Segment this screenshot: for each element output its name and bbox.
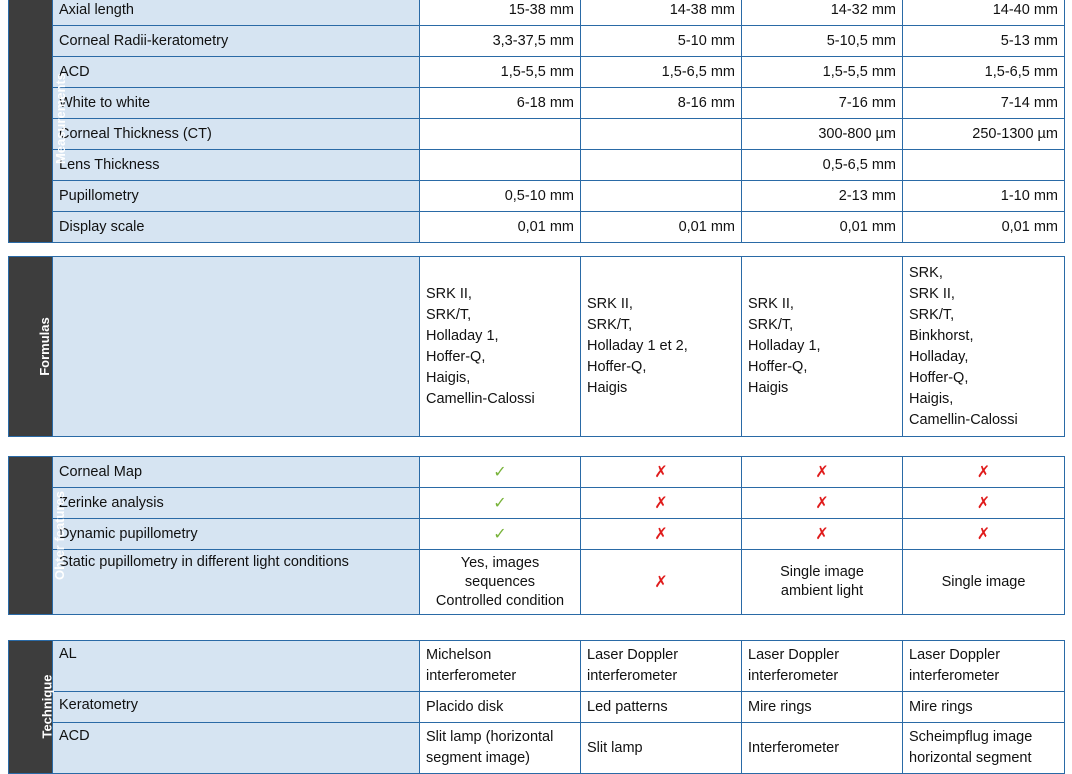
feature-availability: [581, 550, 742, 615]
measurement-value: [420, 150, 581, 181]
row-label: Corneal Thickness (CT): [53, 119, 420, 150]
measurement-value: 1,5-6,5 mm: [581, 57, 742, 88]
measurement-row: [9, 212, 1065, 243]
cross-icon: ✗: [976, 495, 991, 512]
measurement-value: 0,01 mm: [581, 212, 742, 243]
measurements-table: [8, 0, 1065, 243]
row-label: Keratometry: [53, 692, 420, 723]
row-label: White to white: [53, 88, 420, 119]
formula-list-4: SRK, SRK II, SRK/T, Binkhorst, Holladay, Hoffer-Q, Haigis, Camellin-Calossi: [903, 257, 1065, 437]
measurement-value: 0,01 mm: [903, 212, 1065, 243]
feature-description: Yes, images sequences Controlled condition: [420, 550, 581, 615]
measurement-value: 0,5-6,5 mm: [742, 150, 903, 181]
technique-value: Slit lamp (horizontal segment image): [420, 723, 581, 774]
formulas-row: [9, 257, 1065, 437]
measurement-value: 5-13 mm: [903, 26, 1065, 57]
measurement-value: [903, 150, 1065, 181]
measurement-row: [9, 0, 1065, 26]
row-label: Lens Thickness: [53, 150, 420, 181]
technique-value: Led patterns: [581, 692, 742, 723]
feature-availability: [742, 519, 903, 550]
feature-row: [9, 550, 1065, 615]
measurement-value: 1-10 mm: [903, 181, 1065, 212]
measurement-row: [9, 26, 1065, 57]
feature-availability: [742, 457, 903, 488]
technique-value: Scheimpflug image horizontal segment: [903, 723, 1065, 774]
measurement-value: 1,5-5,5 mm: [420, 57, 581, 88]
measurement-value: 250-1300 µm: [903, 119, 1065, 150]
feature-availability: [742, 488, 903, 519]
technique-value: Mire rings: [742, 692, 903, 723]
row-label: AL: [53, 641, 420, 692]
row-label: Axial length: [53, 0, 420, 26]
measurement-row: [9, 119, 1065, 150]
measurement-value: 14-40 mm: [903, 0, 1065, 26]
feature-availability: [903, 457, 1065, 488]
measurement-value: 14-32 mm: [742, 0, 903, 26]
technique-value: Laser Doppler interferometer: [581, 641, 742, 692]
formulas-label-cell: [53, 257, 420, 437]
feature-row: [9, 488, 1065, 519]
feature-availability: [903, 519, 1065, 550]
row-label: Display scale: [53, 212, 420, 243]
technique-value: Michelson interferometer: [420, 641, 581, 692]
feature-row: [9, 457, 1065, 488]
checkmark-icon: ✓: [493, 495, 507, 512]
row-label: Static pupillometry in different light conditions: [53, 550, 420, 615]
row-label: ACD: [53, 57, 420, 88]
cross-icon: ✗: [815, 464, 829, 481]
row-label: Pupillometry: [53, 181, 420, 212]
row-label: Zerinke analysis: [53, 488, 420, 519]
feature-availability: [420, 519, 581, 550]
feature-availability: [420, 457, 581, 488]
section-label-other-features: Ohter features: [9, 457, 53, 615]
measurement-value: [420, 119, 581, 150]
measurement-value: 1,5-6,5 mm: [903, 57, 1065, 88]
technique-value: Slit lamp: [581, 723, 742, 774]
measurement-value: 6-18 mm: [420, 88, 581, 119]
feature-availability: [581, 519, 742, 550]
formula-list-3: SRK II, SRK/T, Holladay 1, Hoffer-Q, Haigis: [742, 257, 903, 437]
measurement-value: 300-800 µm: [742, 119, 903, 150]
measurement-row: [9, 150, 1065, 181]
technique-row: [9, 641, 1065, 692]
measurement-value: 0,01 mm: [742, 212, 903, 243]
checkmark-icon: ✓: [493, 464, 507, 481]
row-label: Corneal Radii-keratometry: [53, 26, 420, 57]
cross-icon: ✗: [654, 464, 668, 481]
technique-row: [9, 723, 1065, 774]
cross-icon: ✗: [654, 574, 668, 591]
measurement-value: [581, 150, 742, 181]
feature-availability: [581, 488, 742, 519]
row-label: Corneal Map: [53, 457, 420, 488]
checkmark-icon: ✓: [493, 526, 507, 543]
cross-icon: ✗: [654, 526, 668, 543]
measurement-value: 0,01 mm: [420, 212, 581, 243]
measurement-value: 14-38 mm: [581, 0, 742, 26]
technique-table: [8, 640, 1065, 774]
row-label: Dynamic pupillometry: [53, 519, 420, 550]
measurement-value: 1,5-5,5 mm: [742, 57, 903, 88]
section-label-formulas: Formulas: [9, 257, 53, 437]
feature-row: [9, 519, 1065, 550]
row-label: ACD: [53, 723, 420, 774]
feature-availability: [420, 488, 581, 519]
technique-value: Laser Doppler interferometer: [903, 641, 1065, 692]
cross-icon: ✗: [815, 495, 829, 512]
feature-availability: [903, 488, 1065, 519]
cross-icon: ✗: [976, 464, 991, 481]
feature-description: Single image ambient light: [742, 550, 903, 615]
formula-list-2: SRK II, SRK/T, Holladay 1 et 2, Hoffer-Q, Haigis: [581, 257, 742, 437]
cross-icon: ✗: [976, 526, 991, 543]
measurement-value: [581, 181, 742, 212]
measurement-value: [581, 119, 742, 150]
measurement-value: 5-10,5 mm: [742, 26, 903, 57]
feature-description: Single image: [903, 550, 1065, 615]
section-label-technique: Technique: [9, 641, 53, 774]
section-label-measurements: Measurements: [9, 0, 53, 243]
formulas-table: [8, 256, 1065, 437]
technique-row: [9, 692, 1065, 723]
measurement-value: 7-16 mm: [742, 88, 903, 119]
measurement-row: [9, 181, 1065, 212]
cross-icon: ✗: [654, 495, 668, 512]
measurement-value: 0,5-10 mm: [420, 181, 581, 212]
technique-value: Placido disk: [420, 692, 581, 723]
measurement-value: 8-16 mm: [581, 88, 742, 119]
cross-icon: ✗: [815, 526, 829, 543]
other-features-table: [8, 456, 1065, 615]
measurement-value: 5-10 mm: [581, 26, 742, 57]
measurement-value: 3,3-37,5 mm: [420, 26, 581, 57]
measurement-row: [9, 57, 1065, 88]
technique-value: Laser Doppler interferometer: [742, 641, 903, 692]
feature-availability: [581, 457, 742, 488]
technique-value: Interferometer: [742, 723, 903, 774]
technique-value: Mire rings: [903, 692, 1065, 723]
measurement-value: 2-13 mm: [742, 181, 903, 212]
measurement-value: 7-14 mm: [903, 88, 1065, 119]
measurement-row: [9, 88, 1065, 119]
formula-list-1: SRK II, SRK/T, Holladay 1, Hoffer-Q, Haigis, Camellin-Calossi: [420, 257, 581, 437]
measurement-value: 15-38 mm: [420, 0, 581, 26]
